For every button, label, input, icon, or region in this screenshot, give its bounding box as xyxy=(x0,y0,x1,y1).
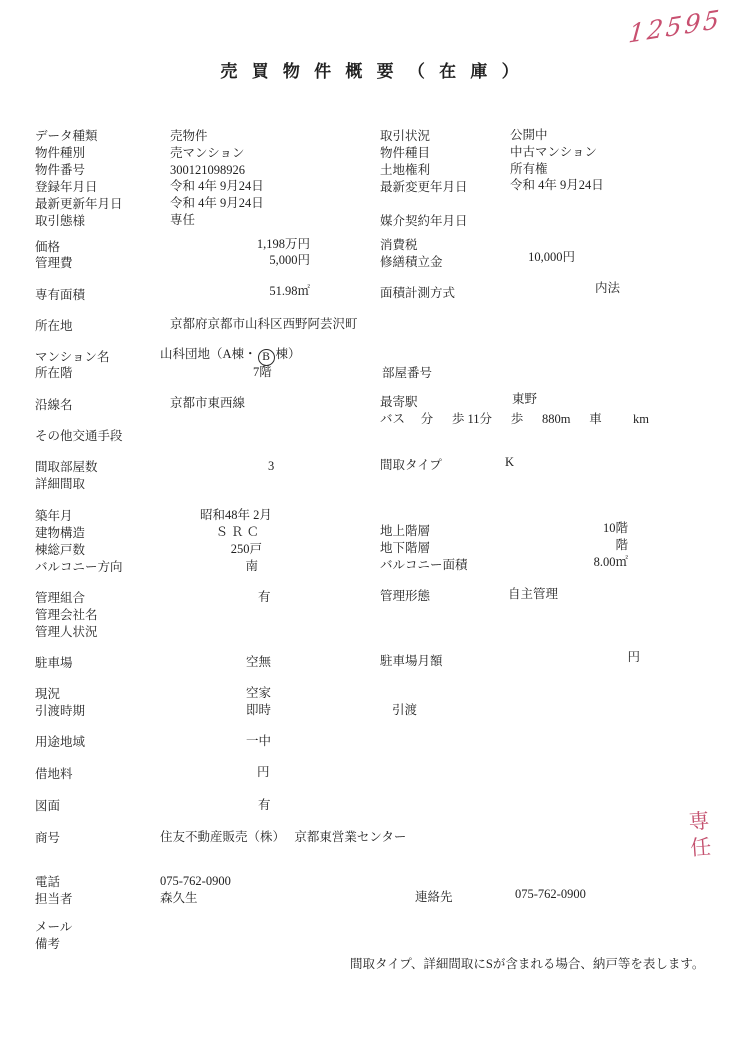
handwritten-vertical-note: 専任 xyxy=(685,809,713,863)
value-land-rent: 円 xyxy=(257,765,270,779)
value-property-number: 300121098926 xyxy=(170,163,245,177)
label-email: メール xyxy=(35,920,73,934)
value-zoning: 一中 xyxy=(246,734,272,748)
value-floors-below: 階 xyxy=(615,538,628,552)
value-built-date: 昭和48年 2月 xyxy=(200,508,272,522)
label-property-item: 物件種目 xyxy=(380,146,431,160)
label-transaction-status: 取引状況 xyxy=(380,129,431,143)
value-repair-reserve: 10,000円 xyxy=(528,250,575,264)
value-area-measurement: 内法 xyxy=(595,281,621,295)
label-location: 所在地 xyxy=(35,319,73,333)
value-access-detail: バス 分 歩 11分 歩 880m 車 km xyxy=(380,412,649,426)
label-parking: 駐車場 xyxy=(35,656,73,670)
label-agent: 担当者 xyxy=(35,892,73,906)
label-built-date: 築年月 xyxy=(35,509,73,523)
label-room-number: 部屋番号 xyxy=(382,366,433,380)
label-other-transport: その他交通手段 xyxy=(35,429,123,443)
label-management-assoc: 管理組合 xyxy=(35,591,86,605)
value-registration-date: 令和 4年 9月24日 xyxy=(170,179,264,193)
label-room-count: 間取部屋数 xyxy=(35,460,98,474)
label-data-type: データ種類 xyxy=(35,129,98,143)
value-structure: ＳＲＣ xyxy=(215,525,262,539)
label-floors-above: 地上階層 xyxy=(380,524,431,538)
label-balcony-direction: バルコニー方向 xyxy=(35,560,123,574)
value-handover-time: 即時 xyxy=(246,703,272,717)
value-property-category: 売マンション xyxy=(170,146,245,160)
value-floors-above: 10階 xyxy=(602,521,628,535)
value-property-item: 中古マンション xyxy=(510,145,597,159)
label-contact: 連絡先 xyxy=(415,890,453,904)
label-property-category: 物件種別 xyxy=(35,146,86,160)
value-management-fee: 5,000円 xyxy=(269,253,310,267)
label-rail-line: 沿線名 xyxy=(35,398,73,412)
label-handover: 引渡 xyxy=(392,703,418,717)
label-building-name: マンション名 xyxy=(35,350,110,364)
label-management-company: 管理会社名 xyxy=(35,608,98,622)
value-rail-line: 京都市東西線 xyxy=(170,396,246,410)
label-zoning: 用途地域 xyxy=(35,735,86,749)
value-company: 住友不動産販売（株） 京都東営業センター xyxy=(160,830,407,844)
label-company: 商号 xyxy=(35,831,61,845)
value-contact: 075-762-0900 xyxy=(515,887,586,901)
label-land-rights: 土地権利 xyxy=(380,163,431,177)
value-location: 京都府京都市山科区西野阿芸沢町 xyxy=(170,317,358,331)
value-total-units: 250戸 xyxy=(230,542,262,556)
label-consumption-tax: 消費税 xyxy=(380,238,418,252)
label-price: 価格 xyxy=(35,240,61,254)
building-name-suffix: 棟） xyxy=(275,347,301,361)
label-remarks: 備考 xyxy=(35,937,61,951)
value-transaction-status: 公開中 xyxy=(510,128,548,142)
document-title: 売 買 物 件 概 要 （ 在 庫 ） xyxy=(220,62,524,81)
label-transaction-type: 取引態様 xyxy=(35,214,86,228)
label-layout-type: 間取タイプ xyxy=(380,458,442,472)
label-current-status: 現況 xyxy=(35,687,61,701)
label-registration-date: 登録年月日 xyxy=(35,180,98,194)
value-building-name xyxy=(160,347,301,366)
label-last-update-date: 最新更新年月日 xyxy=(35,197,123,211)
label-property-number: 物件番号 xyxy=(35,163,86,177)
label-management-form: 管理形態 xyxy=(380,589,431,603)
value-parking: 空無 xyxy=(246,655,272,669)
value-parking-fee: 円 xyxy=(627,650,640,664)
label-mediation-contract-date: 媒介契約年月日 xyxy=(380,214,468,228)
value-price: 1,198万円 xyxy=(256,237,310,251)
value-last-change-date: 令和 4年 9月24日 xyxy=(510,178,604,192)
label-phone: 電話 xyxy=(35,875,61,889)
value-floor: 7階 xyxy=(253,365,272,379)
value-phone: 075-762-0900 xyxy=(160,874,231,888)
label-nearest-station: 最寄駅 xyxy=(380,395,418,409)
label-repair-reserve: 修繕積立金 xyxy=(380,255,443,269)
value-current-status: 空家 xyxy=(246,686,272,700)
handwritten-number-annotation: 12595 xyxy=(627,4,724,49)
value-management-form: 自主管理 xyxy=(508,587,559,601)
label-management-fee: 管理費 xyxy=(35,256,73,270)
value-last-update-date: 令和 4年 9月24日 xyxy=(170,196,264,210)
label-manager-status: 管理人状況 xyxy=(35,625,98,639)
value-nearest-station: 東野 xyxy=(512,392,538,406)
label-area-measurement: 面積計測方式 xyxy=(380,286,456,300)
label-land-rent: 借地料 xyxy=(35,767,73,781)
value-transaction-type: 専任 xyxy=(170,213,196,227)
label-floors-below: 地下階層 xyxy=(380,541,431,555)
footer-note: 間取タイプ、詳細間取にSが含まれる場合、納戸等を表します。 xyxy=(350,957,705,971)
building-name-prefix: 山科団地（A棟・ xyxy=(160,347,257,361)
label-floor: 所在階 xyxy=(35,366,73,380)
label-exclusive-area: 専有面積 xyxy=(35,288,86,302)
value-management-assoc: 有 xyxy=(258,590,271,604)
value-data-type: 売物件 xyxy=(170,129,208,143)
label-handover-time: 引渡時期 xyxy=(35,704,86,718)
value-balcony-area: 8.00㎡ xyxy=(593,555,628,569)
circled-b-annotation: B xyxy=(258,349,275,366)
label-parking-fee: 駐車場月額 xyxy=(380,654,443,668)
value-room-count: 3 xyxy=(268,459,275,473)
label-drawing: 図面 xyxy=(35,799,61,813)
label-layout-detail: 詳細間取 xyxy=(35,477,86,491)
value-land-rights: 所有権 xyxy=(510,162,548,176)
label-balcony-area: バルコニー面積 xyxy=(380,558,468,572)
value-agent: 森久生 xyxy=(160,891,198,905)
label-structure: 建物構造 xyxy=(35,526,86,540)
label-total-units: 棟総戸数 xyxy=(35,543,86,557)
value-drawing: 有 xyxy=(258,798,271,812)
value-balcony-direction: 南 xyxy=(245,559,258,573)
value-exclusive-area: 51.98㎡ xyxy=(269,284,310,298)
value-layout-type: K xyxy=(505,455,515,469)
label-last-change-date: 最新変更年月日 xyxy=(380,180,468,194)
